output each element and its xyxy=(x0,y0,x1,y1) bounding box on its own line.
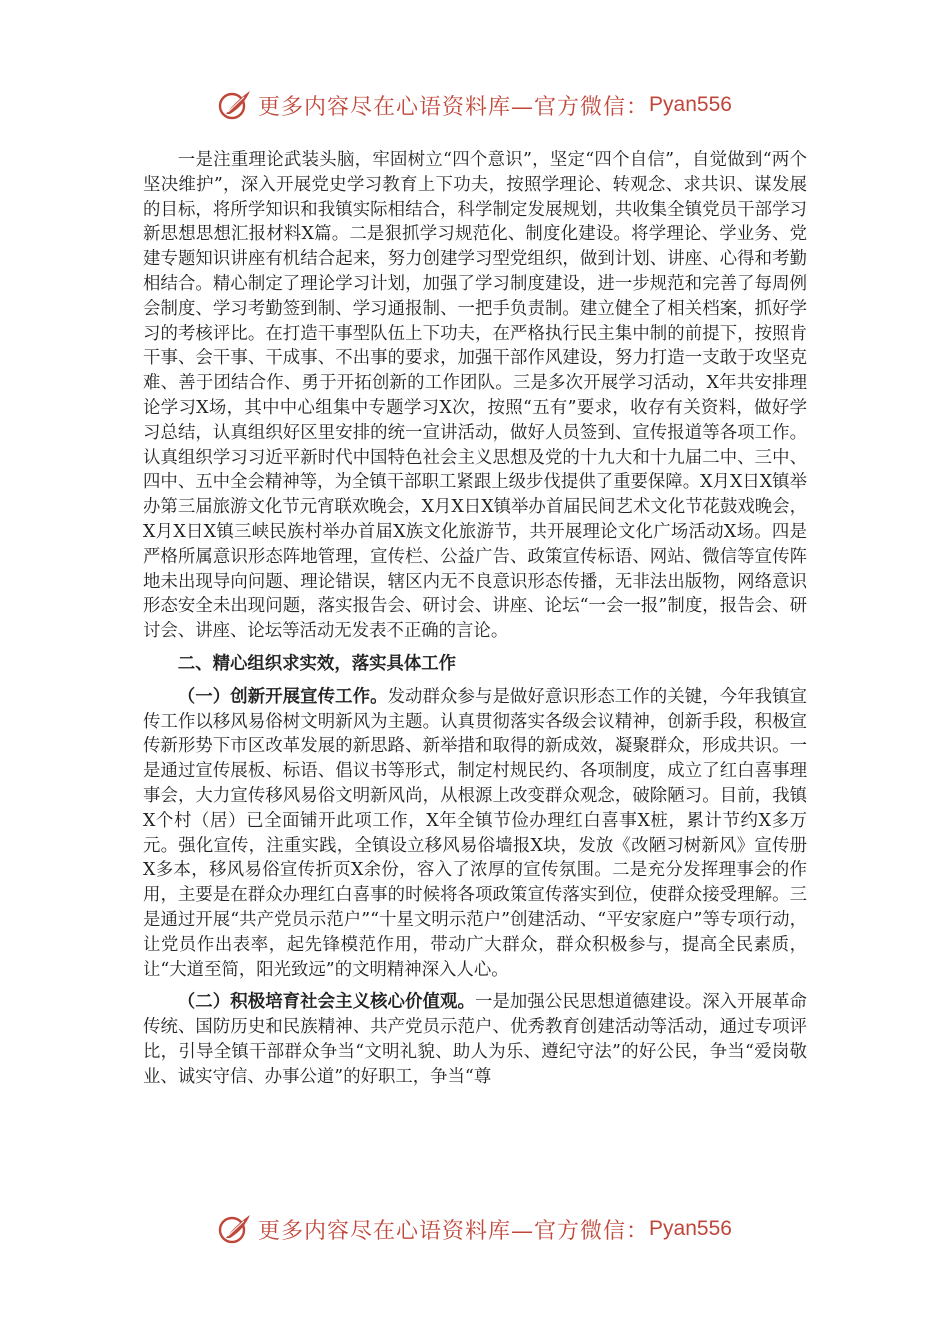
paragraph-1: 一是注重理论武装头脑，牢固树立“四个意识”，坚定“四个自信”，自觉做到“两个坚决维护”，深入开展党史学习教育上下功夫，按照学理论、转观念、求共识、谋发展的目标，将所学知识和我镇实际相结合，科学制定发展规划，共收集全镇党员干部学习新思想思想汇报材料X篇。二是狠抓学习规范化、制度化建设。将学理论、学业务、党建专题知识讲座有机结合起来，努力创建学习型党组织，做到计划、讲座、心得和考勤相结合。精心制定了理论学习计划，加强了学习制度建设，进一步规范和完善了每周例会制度、学习考勤签到制、学习通报制、一把手负责制。建立健全了相关档案，抓好学习的考核评比。在打造干事型队伍上下功夫，在严格执行民主集中制的前提下，按照肯干事、会干事、干成事、不出事的要求，加强干部作风建设，努力打造一支敢于攻坚克难、善于团结合作、勇于开拓创新的工作团队。三是多次开展学习活动，X年共安排理论学习X场，其中中心组集中专题学习X次，按照“五有”要求，收存有关资料，做好学习总结，认真组织好区里安排的统一宣讲活动，做好人员签到、宣传报道等各项工作。认真组织学习习近平新时代中国特色社会主义思想及党的十九大和十九届二中、三中、四中、五中全会精神等，为全镇干部职工紧跟上级步伐提供了重要保障。X月X日X镇举办第三届旅游文化节元宵联欢晚会，X月X日X镇举办首届民间艺术文化节花鼓戏晚会，X月X日X镇三峡民族村举办首届X族文化旅游节，共开展理论文化广场活动X场。四是严格所属意识形态阵地管理，宣传栏、公益广告、政策宣传标语、网站、微信等宣传阵地未出现导向问题、理论错误，辖区内无不良意识形态传播，无非法出版物，网络意识形态安全未出现问题，落实报告会、研讨会、讲座、论坛“一会一报”制度，报告会、研讨会、讲座、论坛等活动无发表不正确的言论。 xyxy=(143,150,807,642)
paragraph-2-text: 发动群众参与是做好意识形态工作的关键，今年我镇宣传工作以移风易俗树文明新风为主题。认真贯彻落实各级会议精神，创新手段，积极宣传新形势下市区改革发展的新思路、新举措和取得的新成效，凝聚群众，形成共识。一是通过宣传展板、标语、倡议书等形式，制定村规民约、各项制度，成立了红白喜事理事会，大力宣传移风易俗文明新风尚，从根源上改变群众观念，破除陋习。目前，我镇X个村（居）已全面铺开此项工作，X年全镇节俭办理红白喜事X桩，累计节约X多万元。强化宣传，注重实践，全镇设立移风易俗墙报X块，发放《改陋习树新风》宣传册X多本，移风易俗宣传折页X余份，容入了浓厚的宣传氛围。二是充分发挥理事会的作用，主要是在群众办理红白喜事的时候将各项政策宣传落实到位，使群众接受理解。三是通过开展“共产党员示范户”“十星文明示范户”创建活动、“平安家庭户”等专项行动，让党员作出表率，起先锋模范作用，带动广大群众，群众积极参与，提高全民素质，让“大道至简，阳光致远”的文明精神深入人心。 xyxy=(143,686,807,980)
watermark-wechat-id: Pyan556 xyxy=(649,1217,732,1240)
paragraph-3 xyxy=(143,990,807,1089)
feather-logo-icon xyxy=(218,88,252,122)
watermark-text: 更多内容尽在心语资料库—官方微信： xyxy=(258,1218,650,1244)
paragraph-2-lead: （一）创新开展宣传工作。 xyxy=(177,686,388,707)
watermark-wechat-id: Pyan556 xyxy=(649,93,732,116)
paragraph-3-lead: （二）积极培育社会主义核心价值观。 xyxy=(177,992,475,1013)
paragraph-3-text: 一是加强公民思想道德建设。深入开展革命传统、国防历史和民族精神、共产党员示范户、优秀教育创建活动等活动，通过专项评比，引导全镇干部群众争当“文明礼貌、助人为乐、遵纪守法”的好公民，争当“爱岗敬业、诚实守信、办事公道”的好职工，争当“尊 xyxy=(143,992,807,1087)
paragraph-2 xyxy=(143,685,807,983)
watermark-text: 更多内容尽在心语资料库—官方微信： xyxy=(258,94,650,120)
feather-logo-icon xyxy=(218,1212,252,1246)
header-watermark xyxy=(0,85,950,125)
document-body xyxy=(143,148,807,1089)
footer-watermark xyxy=(0,1209,950,1249)
section-heading: 二、精心组织求实效，落实具体工作 xyxy=(177,653,457,674)
